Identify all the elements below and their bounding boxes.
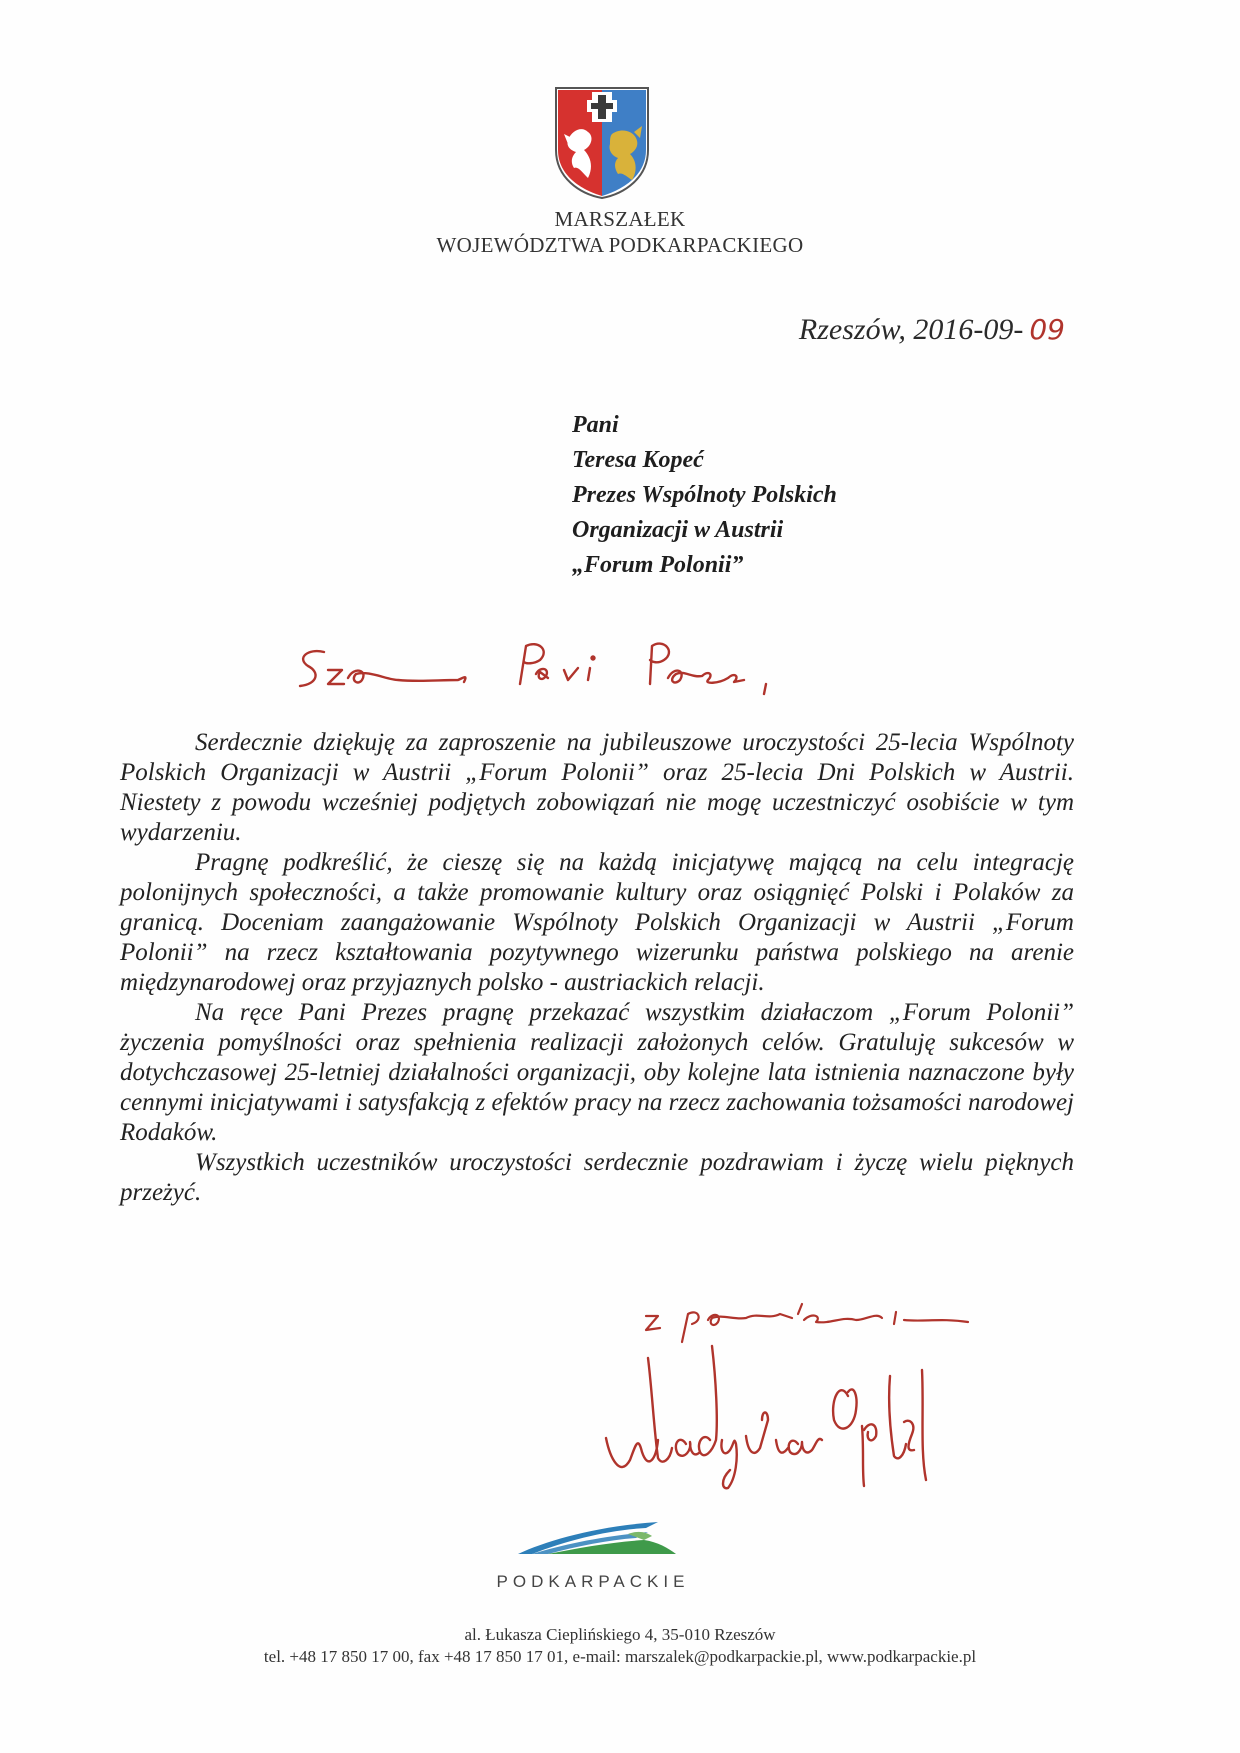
letter-date bbox=[799, 313, 1065, 347]
addressee-line-1: Pani bbox=[572, 412, 619, 438]
letterhead-line-2: WOJEWÓDZTWA PODKARPACKIEGO bbox=[436, 233, 804, 257]
letterhead-line-1: MARSZAŁEK bbox=[554, 207, 686, 231]
addressee-line-5: „Forum Polonii” bbox=[572, 552, 744, 578]
podkarpackie-logo-text: PODKARPACKIE bbox=[496, 1572, 690, 1591]
podkarpackie-logo-icon bbox=[508, 1510, 678, 1560]
date-handwritten-day: 09 bbox=[1029, 313, 1065, 346]
body-paragraph-1: Serdecznie dziękuję za zaproszenie na jubileuszowe uroczystości 25-lecia Wspólnoty Polskich Organizacji w Austrii „Forum Polonii” oraz 25-lecia Dni Polskich w Austrii. Niestety z powodu wcześniej podjętych zobowiązań nie mogę uczestniczyć osobiście w tym wydarzeniu. bbox=[120, 729, 1074, 846]
letter-body bbox=[120, 728, 1074, 1208]
coat-of-arms-icon bbox=[554, 86, 650, 200]
footer-contact: tel. +48 17 850 17 00, fax +48 17 850 17 01, e-mail: marszalek@podkarpackie.pl, www.podkarpackie.pl bbox=[263, 1647, 977, 1666]
date-printed: Rzeszów, 2016-09- bbox=[798, 313, 1024, 346]
body-paragraph-4: Wszystkich uczestników uroczystości serdecznie pozdrawiam i życzę wielu pięknych przeżyć. bbox=[120, 1149, 1074, 1206]
body-paragraph-2: Pragnę podkreślić, że cieszę się na każdą inicjatywę mającą na celu integrację polonijnych społeczności, a także promowanie kultury oraz osiągnięć Polski i Polaków za granicą. Doceniam zaangażowanie Wspólnoty Polskich Organizacji w Austrii „Forum Polonii” na rzecz kształtowania pozytywnego wizerunku państwa polskiego na arenie międzynarodowej oraz przyjaznych polsko - austriackich relacji. bbox=[120, 849, 1074, 996]
addressee-line-4: Organizacji w Austrii bbox=[572, 517, 784, 543]
letter-footer bbox=[120, 1624, 1120, 1668]
handwritten-signature bbox=[600, 1340, 990, 1490]
handwritten-closing bbox=[642, 1298, 972, 1344]
footer-address: al. Łukasza Cieplińskiego 4, 35-010 Rzeszów bbox=[464, 1625, 776, 1644]
handwritten-salutation bbox=[288, 640, 788, 700]
body-paragraph-3: Na ręce Pani Prezes pragnę przekazać wszystkim działaczom „Forum Polonii” życzenia pomyślności oraz spełnienia realizacji założonych celów. Gratuluję sukcesów w dotychczasowej 25-letniej działalności organizacji, oby kolejne lata istnienia naznaczone były cennymi inicjatywami i satysfakcją z efektów pracy na rzecz zachowania tożsamości narodowej Rodaków. bbox=[120, 999, 1074, 1146]
addressee-line-3: Prezes Wspólnoty Polskich bbox=[572, 482, 837, 508]
letterhead-title bbox=[320, 206, 920, 258]
addressee-block bbox=[572, 408, 992, 583]
addressee-line-2: Teresa Kopeć bbox=[572, 447, 704, 473]
